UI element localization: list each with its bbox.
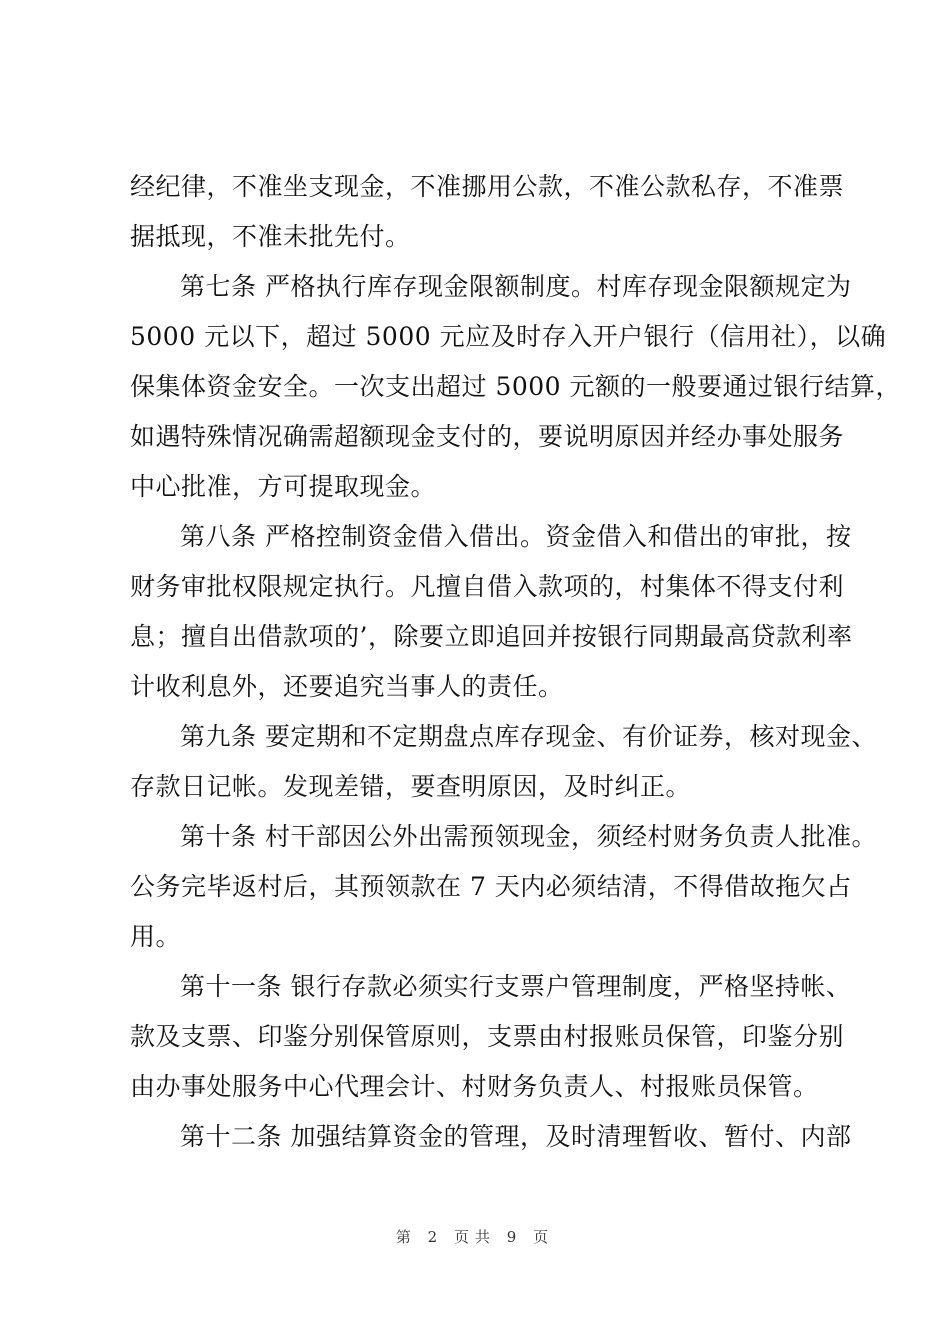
article-10-line: 第十条 村干部因公外出需预领现金，须经村财务负责人批准。 bbox=[180, 822, 877, 851]
article-12-line: 第十二条 加强结算资金的管理，及时清理暂收、暂付、内部 bbox=[180, 1122, 852, 1151]
text-line: 款及支票、印鉴分别保管原则，支票由村报账员保管，印鉴分别 bbox=[130, 1022, 845, 1051]
text-line: 存款日记帐。发现差错，要查明原因，及时纠正。 bbox=[130, 772, 692, 801]
text-line: 保集体资金安全。一次支出超过 5000 元额的一般要通过银行结算， bbox=[130, 372, 902, 401]
text-line: 据抵现，不准未批先付。 bbox=[130, 222, 411, 251]
article-7-line: 第七条 严格执行库存现金限额制度。村库存现金限额规定为 bbox=[180, 272, 852, 301]
text-line: 息；擅自出借款项的’，除要立即追回并按银行同期最高贷款利率 bbox=[130, 622, 853, 651]
text-line: 财务审批权限规定执行。凡擅自借入款项的，村集体不得支付利 bbox=[130, 572, 845, 601]
text-line: 计收利息外，还要追究当事人的责任。 bbox=[130, 672, 564, 701]
text-line: 中心批准，方可提取现金。 bbox=[130, 472, 437, 501]
page-number-footer: 第 2 页共 9 页 bbox=[395, 1228, 555, 1246]
article-8-line: 第八条 严格控制资金借入借出。资金借入和借出的审批，按 bbox=[180, 522, 852, 551]
text-line: 5000 元以下，超过 5000 元应及时存入开户银行（信用社），以确 bbox=[130, 322, 887, 351]
text-line: 由办事处服务中心代理会计、村财务负责人、村报账员保管。 bbox=[130, 1072, 819, 1101]
text-line: 用。 bbox=[130, 922, 182, 951]
text-line: 公务完毕返村后，其预领款在 7 天内必须结清，不得借故拖欠占 bbox=[130, 872, 852, 901]
text-line: 如遇特殊情况确需超额现金支付的，要说明原因并经办事处服务 bbox=[130, 422, 845, 451]
article-11-line: 第十一条 银行存款必须实行支票户管理制度，严格坚持帐、 bbox=[180, 972, 852, 1001]
text-line: 经纪律，不准坐支现金，不准挪用公款，不准公款私存，不准票 bbox=[130, 172, 845, 201]
document-body bbox=[130, 162, 902, 1162]
article-9-line: 第九条 要定期和不定期盘点库存现金、有价证券，核对现金、 bbox=[180, 722, 877, 751]
